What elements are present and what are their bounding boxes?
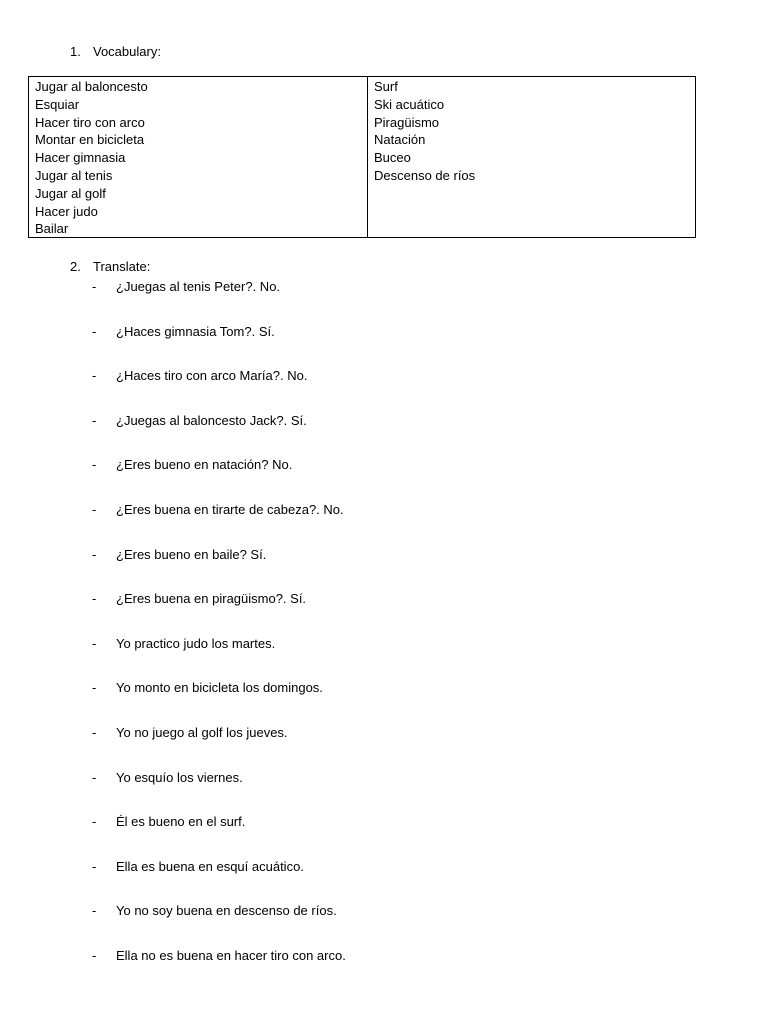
- translate-sentence: Ella no es buena en hacer tiro con arco.: [116, 947, 346, 963]
- translate-item: [92, 546, 732, 591]
- vocabulary-item: Hacer judo: [35, 203, 98, 219]
- list-dash: -: [92, 501, 97, 517]
- translate-item: [92, 902, 732, 947]
- translate-sentence: Yo no soy buena en descenso de ríos.: [116, 903, 337, 919]
- translate-sentence: ¿Juegas al baloncesto Jack?. Sí.: [116, 412, 307, 428]
- translate-sentence: Yo practico judo los martes.: [116, 635, 276, 651]
- list-dash: -: [92, 323, 97, 339]
- translate-sentence: ¿Haces gimnasia Tom?. Sí.: [116, 323, 275, 339]
- vocabulary-column-right: [368, 77, 695, 237]
- vocabulary-item: Montar en bicicleta: [35, 132, 145, 148]
- vocabulary-item: Esquiar: [35, 96, 80, 112]
- translate-item: [92, 947, 732, 992]
- translate-sentence: Yo monto en bicicleta los domingos.: [116, 680, 323, 696]
- vocabulary-table: [28, 76, 696, 238]
- section-number: 1.: [70, 44, 81, 59]
- list-dash: -: [92, 279, 97, 294]
- translate-sentence: ¿Eres bueno en baile? Sí.: [116, 546, 267, 562]
- list-dash: -: [92, 368, 97, 384]
- section-title: Vocabulary:: [93, 44, 161, 59]
- translate-sentence: Yo no juego al golf los jueves.: [116, 724, 288, 740]
- vocabulary-item: Jugar al golf: [35, 185, 106, 201]
- list-dash: -: [92, 457, 97, 473]
- list-dash: -: [92, 947, 97, 963]
- translate-sentence: ¿Juegas al tenis Peter?. No.: [116, 279, 281, 294]
- translate-item: [92, 367, 732, 412]
- translate-item: [92, 501, 732, 546]
- translate-sentence: ¿Haces tiro con arco María?. No.: [116, 368, 308, 384]
- list-dash: -: [92, 546, 97, 562]
- translate-sentence: Ella es buena en esquí acuático.: [116, 858, 304, 874]
- vocabulary-item: Hacer gimnasia: [35, 150, 126, 166]
- translate-sentence: Yo esquío los viernes.: [116, 769, 243, 785]
- vocabulary-item: Natación: [374, 132, 426, 148]
- translate-item: [92, 679, 732, 724]
- translate-item: [92, 590, 732, 635]
- vocabulary-item: Piragüismo: [374, 114, 440, 130]
- list-dash: -: [92, 769, 97, 785]
- list-dash: -: [92, 635, 97, 651]
- vocabulary-item: Jugar al baloncesto: [35, 79, 148, 94]
- vocabulary-item: Surf: [374, 79, 398, 94]
- translate-item: [92, 323, 732, 368]
- list-dash: -: [92, 591, 97, 607]
- list-dash: -: [92, 814, 97, 830]
- vocabulary-item: Descenso de ríos: [374, 167, 476, 183]
- translate-item: [92, 635, 732, 680]
- vocabulary-item: Hacer tiro con arco: [35, 114, 145, 130]
- translate-item: [92, 813, 732, 858]
- translate-item: [92, 858, 732, 903]
- translate-item: [92, 412, 732, 457]
- translate-item: [92, 278, 732, 323]
- list-dash: -: [92, 903, 97, 919]
- translate-list: [92, 278, 732, 992]
- vocabulary-item: Ski acuático: [374, 96, 445, 112]
- list-dash: -: [92, 858, 97, 874]
- list-dash: -: [92, 412, 97, 428]
- translate-sentence: ¿Eres bueno en natación? No.: [116, 457, 293, 473]
- translate-sentence: ¿Eres buena en piragüismo?. Sí.: [116, 591, 307, 607]
- section-heading-vocabulary: [70, 43, 161, 61]
- translate-sentence: ¿Eres buena en tirarte de cabeza?. No.: [116, 501, 344, 517]
- list-dash: -: [92, 724, 97, 740]
- vocabulary-item: Buceo: [374, 150, 411, 166]
- translate-item: [92, 724, 732, 769]
- vocabulary-item: Bailar: [35, 221, 69, 237]
- vocabulary-item: Jugar al tenis: [35, 167, 113, 183]
- vocabulary-column-left: [29, 77, 368, 237]
- section-number: 2.: [70, 259, 81, 274]
- section-title: Translate:: [93, 259, 151, 274]
- translate-item: [92, 769, 732, 814]
- translate-item: [92, 456, 732, 501]
- list-dash: -: [92, 680, 97, 696]
- translate-sentence: Él es bueno en el surf.: [116, 814, 246, 830]
- section-heading-translate: [70, 258, 150, 276]
